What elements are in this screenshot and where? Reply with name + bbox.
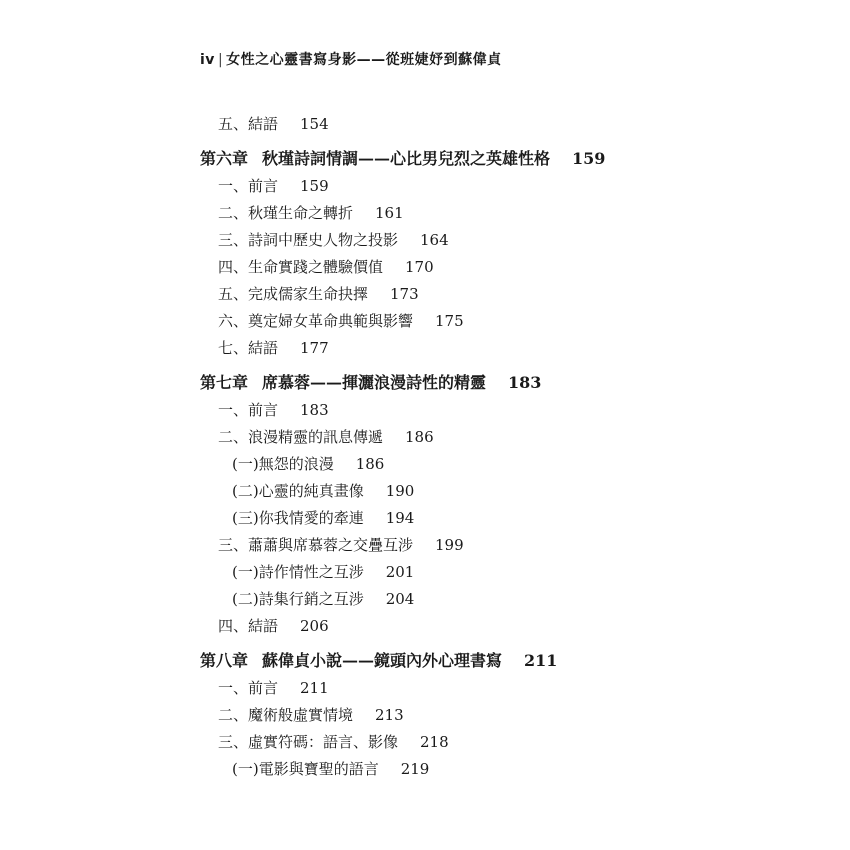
toc-section-entry [218, 427, 434, 447]
toc-page-number: 173 [390, 285, 419, 303]
toc-page-number: 186 [355, 455, 385, 473]
toc-section-entry [218, 338, 329, 358]
toc-section-entry [218, 203, 404, 223]
toc-page-number: 186 [405, 428, 434, 446]
toc-section-entry [218, 230, 449, 250]
toc-entry-title: 二、秋瑾生命之轉折 [218, 204, 354, 222]
toc-page-number: 159 [572, 149, 606, 168]
toc-subsection-entry [232, 589, 414, 609]
toc-subsection-entry [232, 759, 429, 779]
toc-page-number: 175 [435, 312, 464, 330]
toc-section-entry [218, 311, 464, 331]
header-separator: | [217, 52, 224, 68]
toc-entry-title: (一)詩作情性之互涉 [232, 563, 364, 581]
toc-subsection-entry [232, 562, 414, 582]
chapter-number: 第六章 [200, 149, 249, 168]
toc-chapter-entry [200, 651, 557, 671]
toc-page-number: 211 [300, 679, 329, 697]
toc-entry-title: 席慕蓉——揮灑浪漫詩性的精靈 [262, 373, 487, 392]
book-title: 女性之心靈書寫身影——從班婕妤到蘇偉貞 [226, 52, 502, 68]
toc-chapter-entry [200, 149, 605, 169]
toc-section-entry [218, 284, 419, 304]
toc-section-entry [218, 535, 464, 555]
toc-page-number: 177 [300, 339, 329, 357]
toc-entry-title: 二、浪漫精靈的訊息傳遞 [218, 428, 384, 446]
toc-section-entry [218, 176, 329, 196]
toc-entry-title: (一)無怨的浪漫 [232, 455, 334, 473]
toc-page-number: 190 [385, 482, 415, 500]
toc-entry-title: 四、生命實踐之體驗價值 [218, 258, 384, 276]
toc-page-number: 218 [420, 733, 449, 751]
toc-page-number: 206 [300, 617, 329, 635]
toc-page-number: 211 [524, 651, 558, 670]
toc-entry-title: 三、蕭蕭與席慕蓉之交疊互涉 [218, 536, 414, 554]
toc-page-number: 204 [385, 590, 415, 608]
chapter-number: 第七章 [200, 373, 249, 392]
toc-page-number: 159 [300, 177, 329, 195]
toc-section-entry [218, 400, 329, 420]
toc-entry-title: 七、結語 [218, 339, 279, 357]
toc-chapter-entry [200, 373, 541, 393]
toc-page-number: 219 [400, 760, 430, 778]
toc-subsection-entry [232, 481, 414, 501]
toc-entry-title: (一)電影與寶聖的語言 [232, 760, 379, 778]
toc-entry-title: 六、奠定婦女革命典範與影響 [218, 312, 414, 330]
toc-entry-title: 二、魔術般虛實情境 [218, 706, 354, 724]
toc-subsection-entry [232, 454, 384, 474]
toc-section-entry [218, 678, 329, 698]
toc-section-entry [218, 705, 404, 725]
toc-section-entry [218, 616, 329, 636]
toc-page-number: 170 [405, 258, 434, 276]
toc-entry-title: 一、前言 [218, 679, 279, 697]
toc-section-entry [218, 732, 449, 752]
toc-page-number: 164 [420, 231, 449, 249]
toc-section-entry [218, 257, 434, 277]
toc-page-number: 199 [435, 536, 464, 554]
toc-entry-title: 蘇偉貞小說——鏡頭內外心理書寫 [262, 651, 503, 670]
toc-page-number: 161 [375, 204, 404, 222]
toc-section-entry [218, 114, 329, 134]
toc-page-number: 183 [300, 401, 329, 419]
toc-entry-title: (二)詩集行銷之互涉 [232, 590, 364, 608]
toc-page-number: 213 [375, 706, 404, 724]
toc-entry-title: 一、前言 [218, 177, 279, 195]
toc-entry-title: (二)心靈的純真畫像 [232, 482, 364, 500]
toc-entry-title: 五、結語 [218, 115, 279, 133]
chapter-number: 第八章 [200, 651, 249, 670]
running-header [200, 49, 502, 69]
toc-page-number: 183 [508, 373, 542, 392]
toc-page-number: 194 [385, 509, 415, 527]
toc-entry-title: 秋瑾詩詞情調——心比男兒烈之英雄性格 [262, 149, 551, 168]
toc-entry-title: 三、虛實符碼：語言、影像 [218, 733, 399, 751]
page-number: iv [200, 52, 215, 68]
toc-entry-title: (三)你我情愛的牽連 [232, 509, 364, 527]
toc-entry-title: 五、完成儒家生命抉擇 [218, 285, 369, 303]
toc-subsection-entry [232, 508, 414, 528]
toc-page-number: 201 [385, 563, 415, 581]
toc-entry-title: 三、詩詞中歷史人物之投影 [218, 231, 399, 249]
toc-page-number: 154 [300, 115, 329, 133]
toc-entry-title: 一、前言 [218, 401, 279, 419]
toc-entry-title: 四、結語 [218, 617, 279, 635]
